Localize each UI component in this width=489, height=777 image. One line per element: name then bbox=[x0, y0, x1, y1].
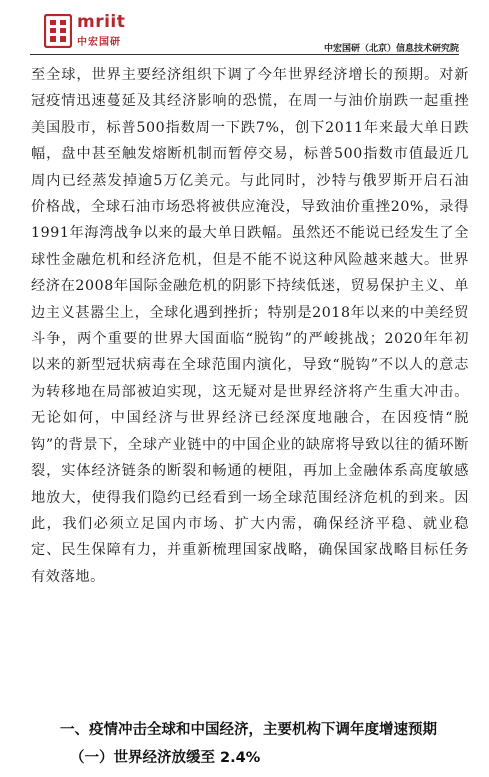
header-divider bbox=[30, 54, 459, 55]
subsection-heading: （一）世界经济放缓至 2.4% bbox=[70, 750, 261, 766]
page-header bbox=[0, 0, 489, 58]
logo-text-en: mriit bbox=[77, 12, 126, 32]
institute-name: 中宏国研（北京）信息技术研究院 bbox=[323, 44, 459, 54]
body-paragraph-block bbox=[31, 62, 469, 590]
section-heading: 一、疫情冲击全球和中国经济，主要机构下调年度增速预期 bbox=[60, 722, 437, 738]
mriit-logo bbox=[44, 12, 154, 50]
body-paragraph: 至全球，世界主要经济组织下调了今年世界经济增长的预期。对新冠疫情迅速蔓延及其经济影响的恐慌，在周一与油价崩跌一起重挫美国股市，标普500指数周一下跌7%，创下2011年来最大单日跌幅，盘中甚至触发熔断机制而暂停交易，标普500指数市值最近几周内已经蒸发掉逾5万亿美元。与此同时，沙特与俄罗斯开启石油价格战，全球石油市场恐将被供应淹没，导致油价重挫20%，录得1991年海湾战争以来的最大单日跌幅。虽然还不能说已经发生了全球性金融危机和经济危机，但是不能不说这种风险越来越大。世界经济在2008年国际金融危机的阴影下持续低迷，贸易保护主义、单边主义甚嚣尘上，全球化遇到挫折；特别是2018年以来的中美经贸斗争，两个重要的世界大国面临“脱钩”的严峻挑战；2020年年初以来的新型冠状病毒在全球范围内演化，导致“脱钩”不以人的意志为转移地在局部被迫实现，这无疑对是世界经济将产生重大冲击。无论如何，中国经济与世界经济已经深度地融合，在因疫情“脱钩”的背景下，全球产业链中的中国企业的缺席将导致以往的循环断裂，实体经济链条的断裂和畅通的梗阻，再加上金融体系高度敏感地放大，使得我们隐约已经看到一场全球范围经济危机的到来。因此，我们必须立足国内市场、扩大内需，确保经济平稳、就业稳定、民生保障有力，并重新梳理国家战略，确保国家战略目标任务有效落地。 bbox=[31, 67, 469, 585]
logo-text-cn: 中宏国研 bbox=[77, 37, 121, 48]
logo-mark-icon bbox=[44, 14, 72, 48]
